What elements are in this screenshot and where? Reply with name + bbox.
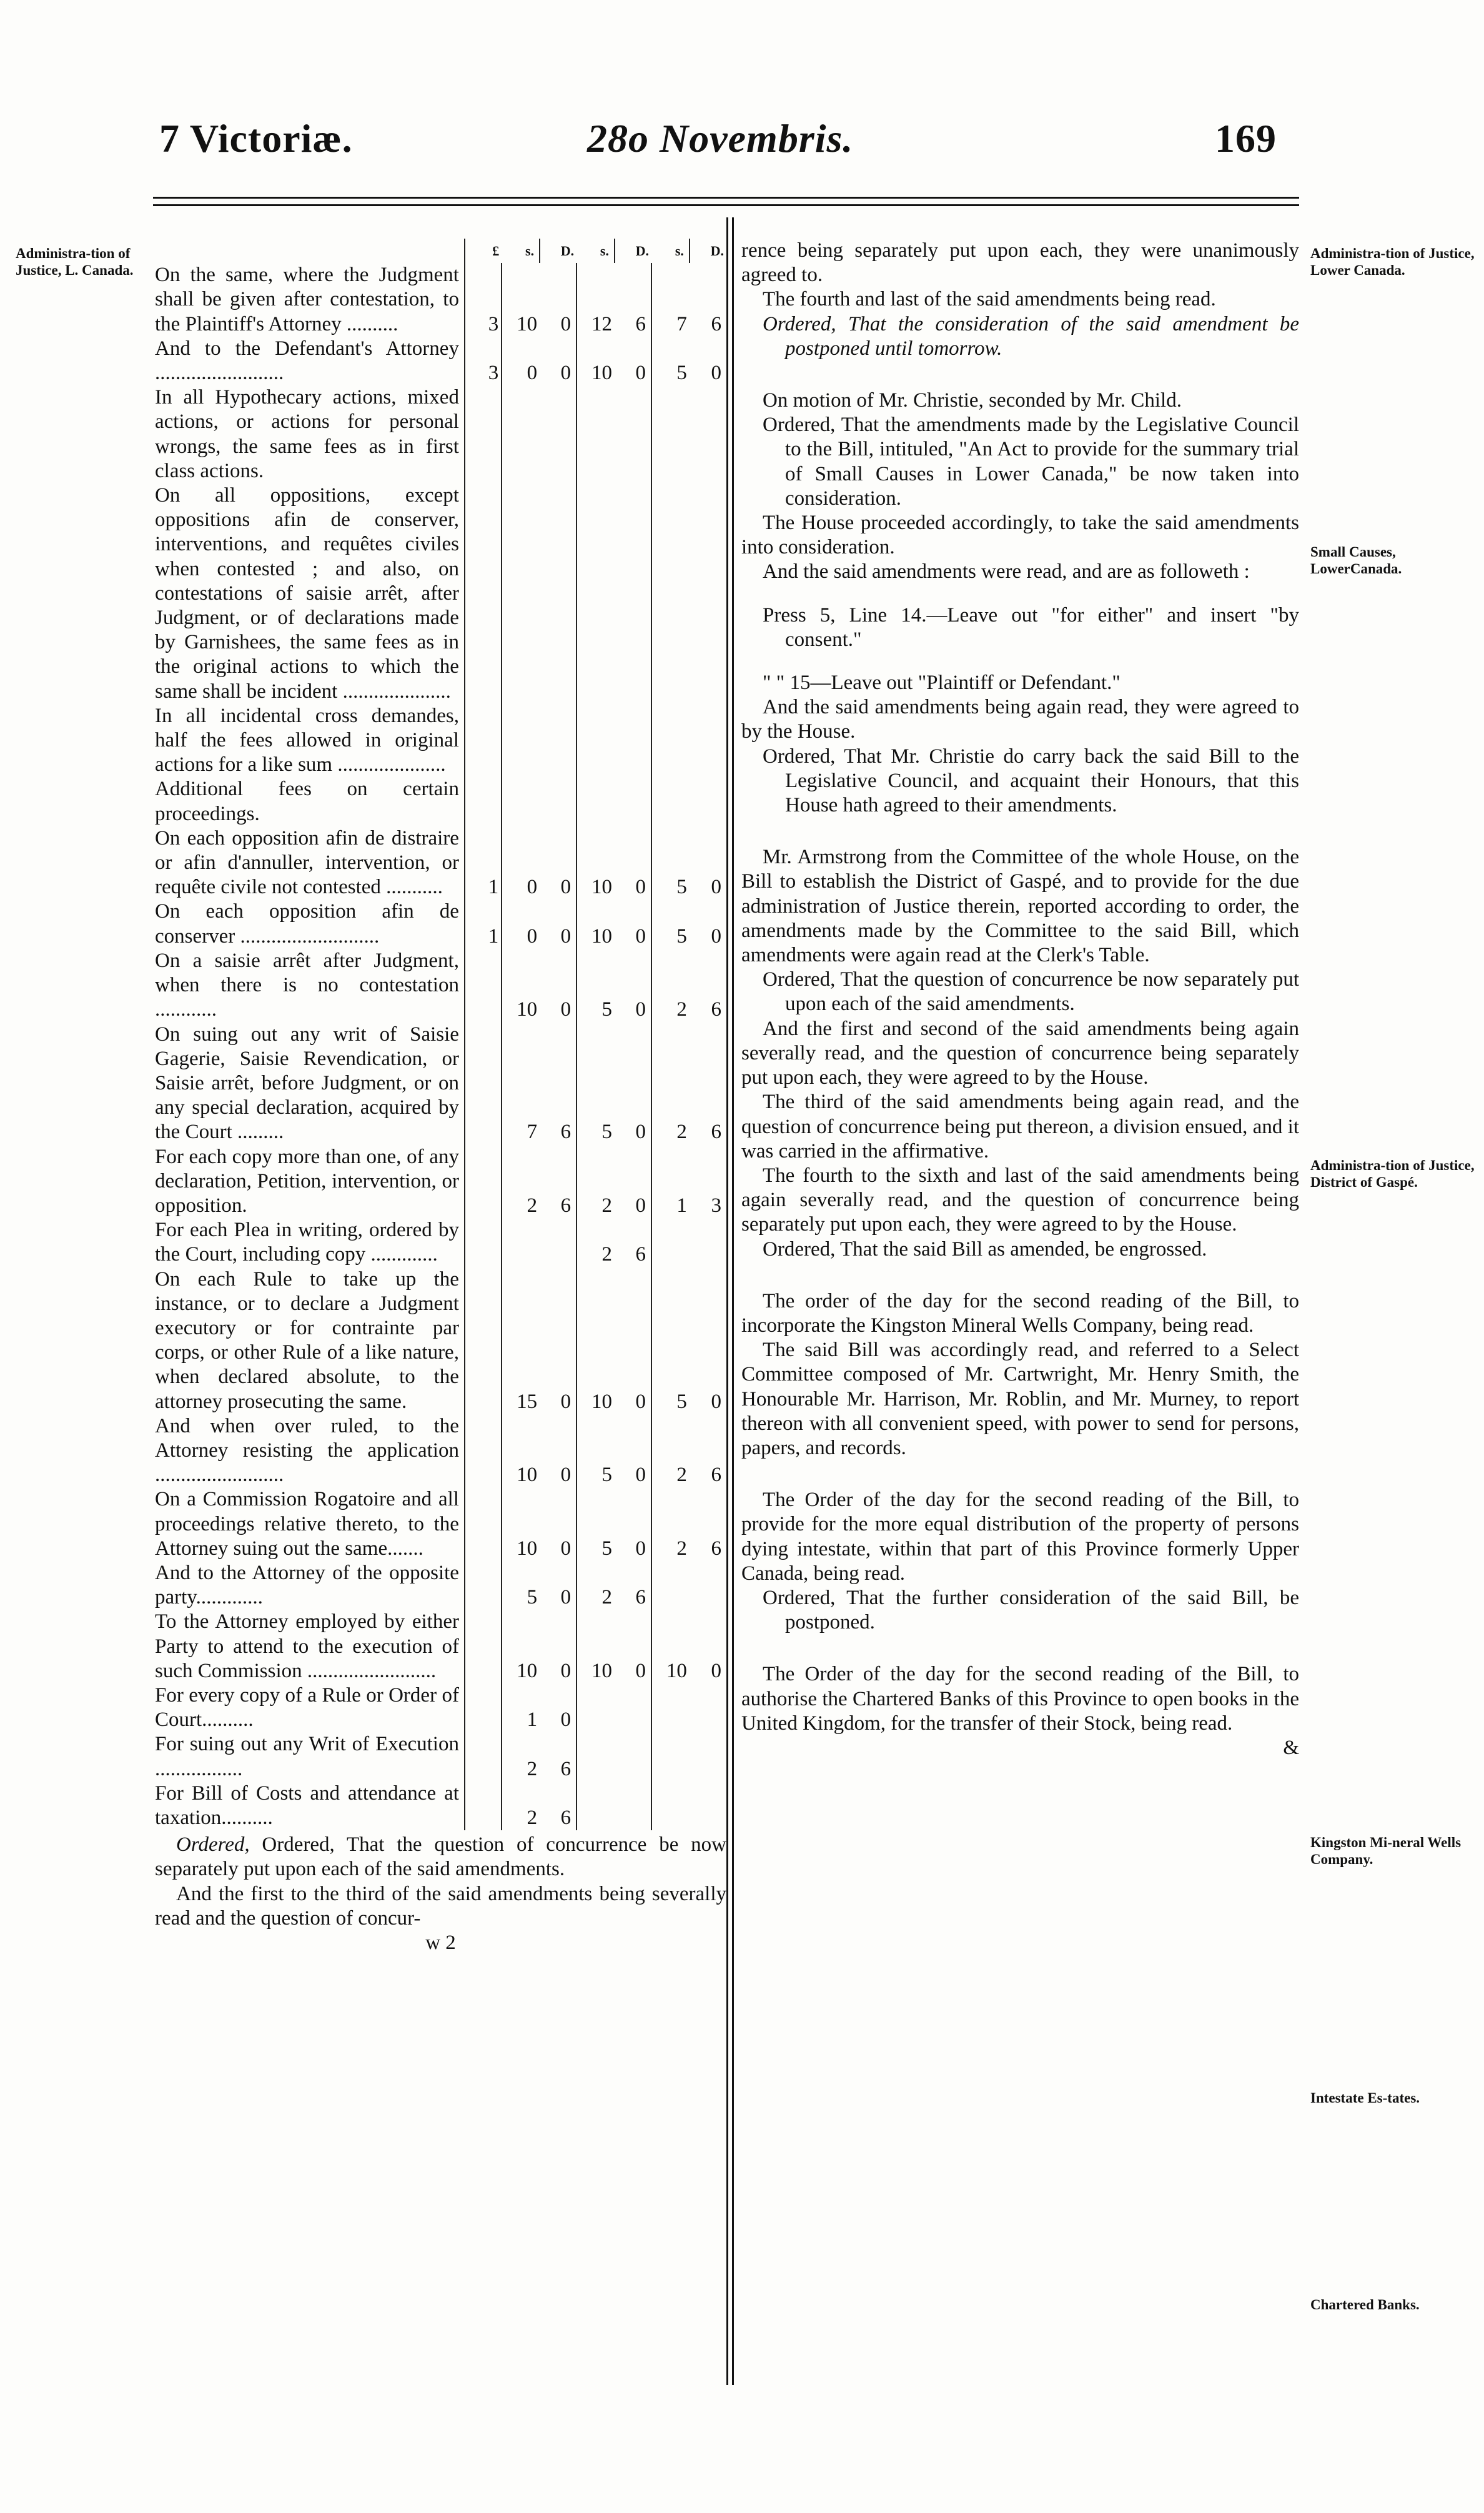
fee-amount: 5 (576, 949, 615, 1023)
fee-row (155, 1414, 726, 1488)
running-head-left: 7 Victoriæ. (159, 116, 353, 161)
fee-row (155, 337, 726, 385)
margin-note-intestate: Intestate Es-tates. (1310, 2090, 1420, 2106)
fee-amount (615, 704, 651, 778)
fee-amount (465, 1267, 502, 1414)
fee-amount: 10 (576, 337, 615, 385)
fee-amount (615, 1683, 651, 1732)
fee-amount (615, 385, 651, 483)
fee-description: On the same, where the Judgment shall be given after contestation, to the Plaintiff's Attorney .......... (155, 264, 459, 335)
fee-amount: 10 (502, 1487, 540, 1561)
right-p5: Ordered, That the amendments made by the Legislative Council to the Bill, intituled, "An Act to provide for the summary trial of Small Causes in Lower Canada," be now taken into consideration. (763, 414, 1299, 510)
fee-row (155, 1732, 726, 1781)
fee-amount: 0 (711, 1659, 721, 1682)
fee-description: For each copy more than one, of any declaration, Petition, intervention, or opposition. (155, 1145, 459, 1217)
fee-amount: 6 (560, 1757, 571, 1780)
fee-amount: 2 (651, 1487, 690, 1561)
fee-amount (540, 385, 576, 483)
fee-amount: 3 (465, 263, 502, 337)
fee-amount: 2 (576, 1561, 615, 1610)
fee-amount: 10 (576, 900, 615, 948)
fee-description: On a saisie arrêt after Judgment, when there is no contestation ............ (155, 949, 459, 1021)
fee-amount (502, 777, 540, 826)
fee-amount (502, 704, 540, 778)
fee-amount: 1 (465, 826, 502, 900)
currency-header-s1: s. (525, 243, 535, 259)
fee-amount: 2 (651, 1023, 690, 1145)
right-p16: The fourth to the sixth and last of the said amendments being again severally read, and the question of concurrence being separately put upon each, they were agreed to by the House. (741, 1164, 1299, 1236)
right-p11: Ordered, That Mr. Christie do carry back the said Bill to the Legislative Council, and acquaint their Honours, that this House hath agreed to their amendments. (763, 745, 1299, 817)
fee-amount: 6 (711, 1464, 721, 1487)
fee-amount (576, 385, 615, 483)
fee-amount: 0 (560, 924, 571, 948)
fee-row (155, 704, 726, 778)
fee-row (155, 263, 726, 337)
fee-amount: 7 (502, 1023, 540, 1145)
fee-amount (465, 1145, 502, 1219)
fee-amount (576, 777, 615, 826)
fee-amount (690, 1732, 726, 1781)
fee-description: In all incidental cross demandes, half the fees allowed in original actions for a like sum ..................... (155, 704, 459, 776)
fee-amount (502, 385, 540, 483)
right-p3: Ordered, That the consideration of the said amendment be postponed until tomorrow. (763, 312, 1299, 360)
fee-amount: 0 (560, 876, 571, 899)
fee-row (155, 1782, 726, 1830)
spacer (741, 818, 1299, 845)
margin-note-gaspe: Administra-tion of Justice, District of Gaspé. (1310, 1157, 1475, 1190)
fee-amount (651, 483, 690, 704)
spacer (741, 361, 1299, 389)
fee-row (155, 1218, 726, 1267)
column-divider-2 (732, 217, 734, 2385)
fee-amount: 3 (465, 337, 502, 385)
fee-amount (465, 385, 502, 483)
fee-amount (465, 1023, 502, 1145)
fee-description: For each Plea in writing, ordered by the Court, including copy ............. (155, 1219, 459, 1266)
fee-row (155, 826, 726, 900)
fee-currency-header (155, 239, 726, 263)
fee-amount (690, 1561, 726, 1610)
fee-row (155, 900, 726, 948)
right-p22: The Order of the day for the second reading of the Bill, to authorise the Chartered Banks of this Province to open books in the United Kingdom, for the transfer of their Stock, being read. (741, 1663, 1299, 1735)
fee-amount (465, 1683, 502, 1732)
fee-amount (615, 777, 651, 826)
fee-amount: 10 (576, 1610, 615, 1683)
fee-amount: 0 (635, 876, 646, 899)
fee-amount: 5 (576, 1414, 615, 1488)
fee-amount (465, 1732, 502, 1781)
fee-amount (690, 1218, 726, 1267)
fee-amount: 0 (635, 1121, 646, 1144)
fee-amount (540, 483, 576, 704)
catchword: & (1283, 1736, 1299, 1759)
fee-amount (465, 1218, 502, 1267)
currency-header-s3: s. (675, 243, 684, 259)
right-p10: And the said amendments being again read, they were agreed to by the House. (741, 696, 1299, 743)
fee-description: In all Hypothecary actions, mixed actions, or actions for personal wrongs, the same fees as in first class actions. (155, 386, 459, 482)
page-number: 169 (1215, 116, 1277, 161)
fee-amount (465, 704, 502, 778)
fee-amount: 0 (560, 1537, 571, 1560)
right-p8: Press 5, Line 14.—Leave out "for either" and insert "by consent." (763, 603, 1299, 651)
fee-amount (651, 1782, 690, 1830)
fee-amount: 0 (711, 924, 721, 948)
fee-amount (465, 1487, 502, 1561)
fee-amount: 3 (711, 1194, 721, 1217)
fee-header-spacer (155, 239, 465, 263)
fee-amount: 0 (502, 900, 540, 948)
fee-amount (651, 1683, 690, 1732)
fee-description: On a Commission Rogatoire and all proceedings relative thereto, to the Attorney suing out the same....... (155, 1488, 459, 1560)
fee-amount: 0 (560, 1586, 571, 1609)
right-p9: " " 15—Leave out "Plaintiff or Defendant." (763, 672, 1120, 695)
right-p1: rence being separately put upon each, they were unanimously agreed to. (741, 239, 1299, 287)
fee-amount (465, 1561, 502, 1610)
right-p4: On motion of Mr. Christie, seconded by Mr. Child. (763, 389, 1182, 412)
fee-description: On each opposition afin de conserver ........................... (155, 900, 459, 948)
fee-amount: 0 (635, 1659, 646, 1682)
left-ordered (155, 1833, 726, 1881)
fee-amount (651, 1218, 690, 1267)
fee-amount (465, 1414, 502, 1488)
spacer (741, 652, 1299, 671)
fee-amount: 6 (635, 1586, 646, 1609)
fee-row (155, 1683, 726, 1732)
fee-amount: 5 (651, 900, 690, 948)
fee-amount: 0 (560, 1708, 571, 1732)
fee-amount (576, 1782, 615, 1830)
fee-description: Additional fees on certain proceedings. (155, 778, 459, 825)
fee-description: For suing out any Writ of Execution ................. (155, 1733, 459, 1780)
left-ordered-text: Ordered, That the question of concurrence be now separately put upon each of the said amendments. (155, 1833, 726, 1881)
currency-header-l: £ (465, 239, 502, 263)
right-p7: And the said amendments were read, and are as followeth : (763, 560, 1250, 583)
fee-amount: 2 (576, 1145, 615, 1219)
fee-amount: 5 (651, 337, 690, 385)
margin-note-chartered-banks: Chartered Banks. (1310, 2297, 1420, 2312)
fee-amount: 10 (502, 263, 540, 337)
fee-amount (576, 1683, 615, 1732)
fee-amount (502, 1218, 540, 1267)
fee-row (155, 1145, 726, 1219)
fee-row (155, 1561, 726, 1610)
header-rule-bottom (153, 204, 1299, 206)
right-column (741, 239, 1299, 1760)
fee-amount: 5 (651, 826, 690, 900)
right-p14: And the first and second of the said amendments being again severally read, and the question of concurrence being separately put upon each, they were agreed to by the House. (741, 1017, 1299, 1089)
fee-amount: 0 (560, 362, 571, 385)
fee-amount: 0 (711, 362, 721, 385)
margin-note-small-causes: Small Causes, LowerCanada. (1310, 544, 1402, 577)
currency-header-d3: D. (690, 239, 726, 263)
fee-amount: 5 (576, 1023, 615, 1145)
spacer (741, 585, 1299, 603)
right-p13: Ordered, That the question of concurrence be now separately put upon each of the said amendments. (763, 968, 1299, 1016)
fee-amount: 0 (560, 998, 571, 1021)
fee-description: For Bill of Costs and attendance at taxation.......... (155, 1782, 459, 1829)
fee-description: To the Attorney employed by either Party to attend to the execution of such Commission ......................... (155, 1610, 459, 1682)
signature-mark: w 2 (425, 1931, 456, 1955)
fee-amount: 0 (635, 1537, 646, 1560)
margin-note-admin-lower-canada-right: Administra-tion of Justice, Lower Canada. (1310, 245, 1475, 278)
fee-amount (615, 483, 651, 704)
fee-amount: 10 (576, 826, 615, 900)
fee-amount (540, 1218, 576, 1267)
fee-amount: 6 (560, 1121, 571, 1144)
fee-row (155, 385, 726, 483)
fee-description: For every copy of a Rule or Order of Court.......... (155, 1683, 459, 1732)
fee-amount: 6 (711, 1121, 721, 1144)
fee-description: On all oppositions, except oppositions afin de conserver, interventions, and requêtes civiles when contested ; and also, on contestations of saisie arrêt, after Judgment, or of declarations made by Garnishees, the same fees as in the original actions to which the same shall be incident ..................... (155, 484, 459, 703)
margin-note-admin-lower-canada: Administra-tion of Justice, L. Canada. (16, 245, 134, 278)
right-p12: Mr. Armstrong from the Committee of the whole House, on the Bill to establish the District of Gaspé, and to provide for the due administration of Justice therein, reported according to order, the amendments made by the Committee to the said Bill, which amendments were again read at the Clerk's Table. (741, 846, 1299, 967)
fee-amount: 15 (502, 1267, 540, 1414)
fee-amount: 10 (502, 949, 540, 1023)
fee-amount: 0 (635, 998, 646, 1021)
fee-amount (651, 704, 690, 778)
fee-amount: 6 (560, 1807, 571, 1829)
fee-amount (576, 483, 615, 704)
fee-amount: 7 (651, 263, 690, 337)
fee-amount: 0 (560, 312, 571, 335)
fee-amount: 5 (576, 1487, 615, 1561)
fee-amount (465, 777, 502, 826)
fee-row (155, 1267, 726, 1414)
fee-table (155, 239, 726, 1830)
fee-row (155, 949, 726, 1023)
fee-amount: 2 (576, 1218, 615, 1267)
fee-amount: 0 (711, 876, 721, 899)
fee-amount (540, 777, 576, 826)
fee-description: On each Rule to take up the instance, or to declare a Judgment executory or for contrainte par corps, or other Rule of a like nature, when declared absolute, to the attorney prosecuting the same. (155, 1267, 459, 1413)
spacer (741, 1460, 1299, 1488)
fee-amount: 5 (502, 1561, 540, 1610)
fee-amount: 10 (651, 1610, 690, 1683)
fee-amount (576, 704, 615, 778)
fee-description: On suing out any writ of Saisie Gagerie, Saisie Revendication, or Saisie arrêt, before Judgment, or on any special declaration, acquired by the Court ......... (155, 1023, 459, 1144)
fee-amount (615, 1732, 651, 1781)
running-head-center: 28o Novembris. (587, 116, 854, 161)
right-p21: Ordered, That the further consideration of the said Bill, be postponed. (763, 1586, 1299, 1634)
fee-amount (540, 704, 576, 778)
fee-amount: 5 (651, 1267, 690, 1414)
fee-row (155, 483, 726, 704)
fee-amount: 0 (502, 826, 540, 900)
fee-amount (651, 1561, 690, 1610)
fee-amount: 6 (635, 1243, 646, 1266)
fee-amount: 6 (711, 312, 721, 335)
fee-amount: 2 (502, 1732, 540, 1781)
fee-amount (690, 777, 726, 826)
fee-amount: 6 (560, 1194, 571, 1217)
right-p15: The third of the said amendments being again read, and the question of concurrence being put thereon, a division ensued, and it was carried in the affirmative. (741, 1091, 1299, 1162)
fee-amount: 2 (651, 1414, 690, 1488)
fee-amount: 6 (711, 1537, 721, 1560)
currency-header-s2: s. (600, 243, 609, 259)
right-p6: The House proceeded accordingly, to take the said amendments into consideration. (741, 512, 1299, 559)
fee-amount (651, 777, 690, 826)
column-divider-1 (726, 217, 728, 2385)
fee-amount: 12 (576, 263, 615, 337)
fee-amount: 0 (560, 1464, 571, 1487)
fee-amount: 1 (465, 900, 502, 948)
fee-row (155, 1610, 726, 1683)
fee-amount (465, 1782, 502, 1830)
fee-amount: 0 (502, 337, 540, 385)
fee-amount (690, 1782, 726, 1830)
fee-amount: 0 (635, 1464, 646, 1487)
ordered-label: Ordered, (176, 1833, 250, 1856)
fee-amount (690, 385, 726, 483)
fee-amount (690, 483, 726, 704)
fee-amount (576, 1732, 615, 1781)
fee-amount (465, 483, 502, 704)
fee-amount (651, 1732, 690, 1781)
fee-amount (502, 483, 540, 704)
fee-amount (465, 1610, 502, 1683)
margin-note-kingston: Kingston Mi-neral Wells Company. (1310, 1835, 1462, 1867)
left-column (155, 239, 726, 1955)
fee-description: And when over ruled, to the Attorney resisting the application ......................... (155, 1414, 459, 1487)
fee-amount (465, 949, 502, 1023)
fee-amount (615, 1782, 651, 1830)
fee-amount: 2 (502, 1145, 540, 1219)
fee-amount: 10 (502, 1610, 540, 1683)
fee-amount: 2 (502, 1782, 540, 1830)
header-rule-top (153, 197, 1299, 199)
right-p20: The Order of the day for the second reading of the Bill, to provide for the more equal distribution of the property of persons dying intestate, within that part of this Province formerly Upper Canada, being read. (741, 1489, 1299, 1585)
right-p19: The said Bill was accordingly read, and referred to a Select Committee composed of Mr. Cartwright, Mr. Henry Smith, the Honourable Mr. Harrison, Mr. Roblin, and Mr. Murney, to report thereon with all convenient speed, with power to send for persons, papers, and records. (741, 1339, 1299, 1459)
fee-amount: 0 (560, 1659, 571, 1682)
fee-amount (690, 1683, 726, 1732)
currency-header-d2: D. (615, 239, 651, 263)
fee-description: And to the Attorney of the opposite party............. (155, 1561, 459, 1609)
right-p18: The order of the day for the second reading of the Bill, to incorporate the Kingston Mineral Wells Company, being read. (741, 1289, 1299, 1337)
fee-amount: 0 (711, 1390, 721, 1413)
right-p17: Ordered, That the said Bill as amended, be engrossed. (763, 1237, 1207, 1261)
left-first-third: And the first to the third of the said amendments being severally read and the question of concur- (155, 1882, 726, 1930)
fee-description: On each opposition afin de distraire or afin d'annuller, intervention, or requête civile not contested ........... (155, 826, 459, 899)
fee-amount: 1 (651, 1145, 690, 1219)
fee-row (155, 1487, 726, 1561)
fee-table-body (155, 239, 726, 1830)
spacer (741, 1262, 1299, 1289)
fee-row (155, 1023, 726, 1145)
fee-amount: 10 (502, 1414, 540, 1488)
fee-amount: 6 (711, 998, 721, 1021)
fee-amount (651, 385, 690, 483)
fee-row (155, 777, 726, 826)
fee-amount: 0 (560, 1390, 571, 1413)
fee-amount: 0 (635, 1194, 646, 1217)
fee-amount: 0 (635, 1390, 646, 1413)
fee-amount: 6 (635, 312, 646, 335)
fee-amount: 2 (651, 949, 690, 1023)
fee-amount: 10 (576, 1267, 615, 1414)
currency-header-d1: D. (540, 239, 576, 263)
fee-amount: 1 (502, 1683, 540, 1732)
fee-amount: 0 (635, 362, 646, 385)
spacer (741, 1635, 1299, 1662)
right-p2: The fourth and last of the said amendments being read. (763, 288, 1216, 311)
fee-amount (690, 704, 726, 778)
fee-description: And to the Defendant's Attorney ......................... (155, 337, 459, 385)
fee-amount: 0 (635, 924, 646, 948)
